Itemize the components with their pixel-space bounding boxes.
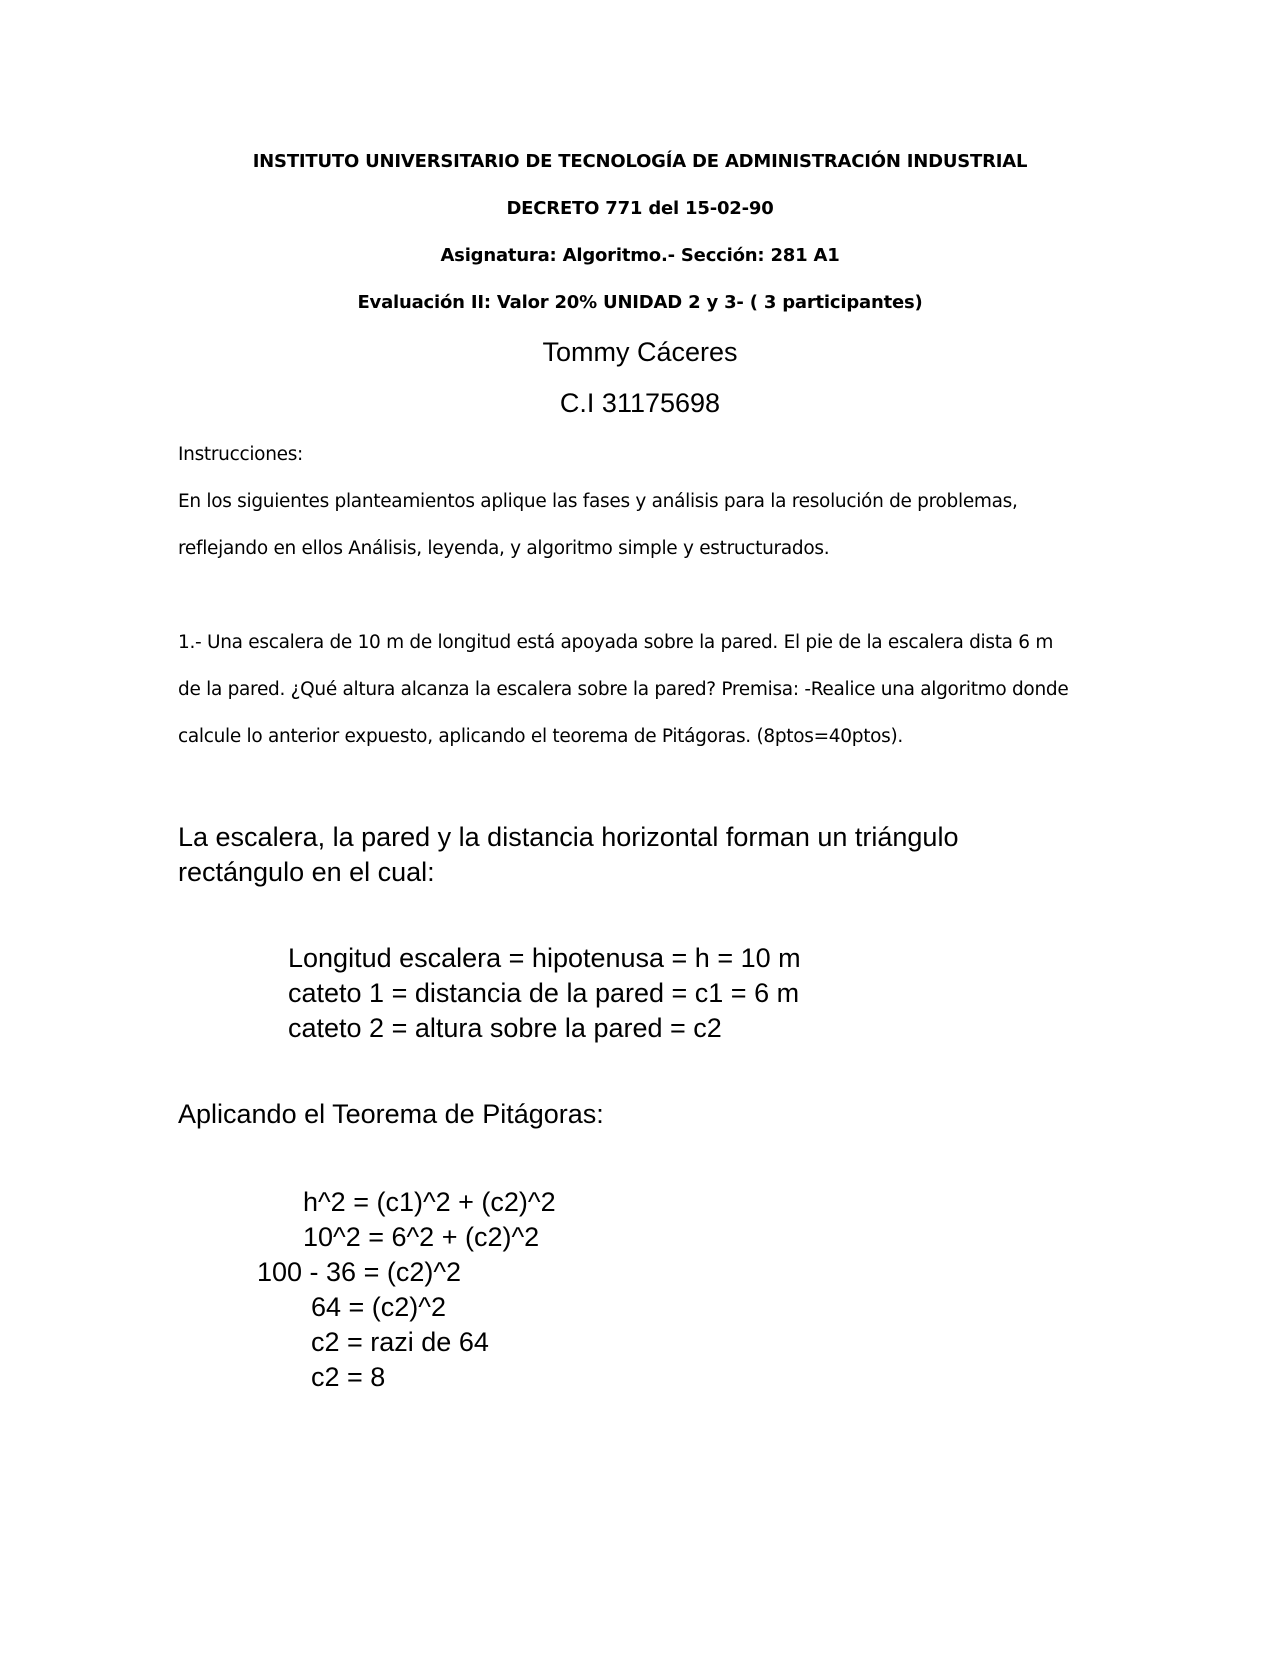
problem-line-1: 1.- Una escalera de 10 m de longitud está apoyada sobre la pared. El pie de la escalera dista 6 m (178, 632, 1054, 653)
answer-intro-line-2: rectángulo en el cual: (178, 857, 435, 887)
student-name: Tommy Cáceres (542, 337, 738, 367)
step-6: c2 = 8 (311, 1362, 386, 1392)
subject-line: Asignatura: Algoritmo.- Sección: 281 A1 (440, 245, 840, 266)
step-2: 10^2 = 6^2 + (c2)^2 (303, 1222, 540, 1252)
definition-cateto-1: cateto 1 = distancia de la pared = c1 = 6 m (288, 978, 800, 1008)
step-1: h^2 = (c1)^2 + (c2)^2 (303, 1187, 556, 1217)
decree-line: DECRETO 771 del 15-02-90 (506, 198, 774, 219)
student-id: C.I 31175698 (559, 388, 721, 418)
definition-hypotenuse: Longitud escalera = hipotenusa = h = 10 m (288, 943, 801, 973)
step-3: 100 - 36 = (c2)^2 (257, 1257, 462, 1287)
instructions-line-1: En los siguientes planteamientos aplique las fases y análisis para la resolución de problemas, (178, 491, 1018, 512)
evaluation-line: Evaluación II: Valor 20% UNIDAD 2 y 3- ( 3 participantes) (357, 292, 923, 313)
step-4: 64 = (c2)^2 (311, 1292, 446, 1322)
answer-intro-line-1: La escalera, la pared y la distancia horizontal forman un triángulo (178, 822, 959, 852)
problem-line-3: calcule lo anterior expuesto, aplicando el teorema de Pitágoras. (8ptos=40ptos). (178, 726, 903, 747)
instructions-line-2: reflejando en ellos Análisis, leyenda, y algoritmo simple y estructurados. (178, 538, 830, 559)
problem-line-2: de la pared. ¿Qué altura alcanza la escalera sobre la pared? Premisa: -Realice una algoritmo donde (178, 679, 1069, 700)
definition-cateto-2: cateto 2 = altura sobre la pared = c2 (288, 1013, 722, 1043)
step-5: c2 = razi de 64 (311, 1327, 489, 1357)
instructions-title: Instrucciones: (178, 444, 303, 465)
institute-title: INSTITUTO UNIVERSITARIO DE TECNOLOGÍA DE ADMINISTRACIÓN INDUSTRIAL (252, 151, 1028, 172)
theorem-title: Aplicando el Teorema de Pitágoras: (178, 1099, 604, 1129)
